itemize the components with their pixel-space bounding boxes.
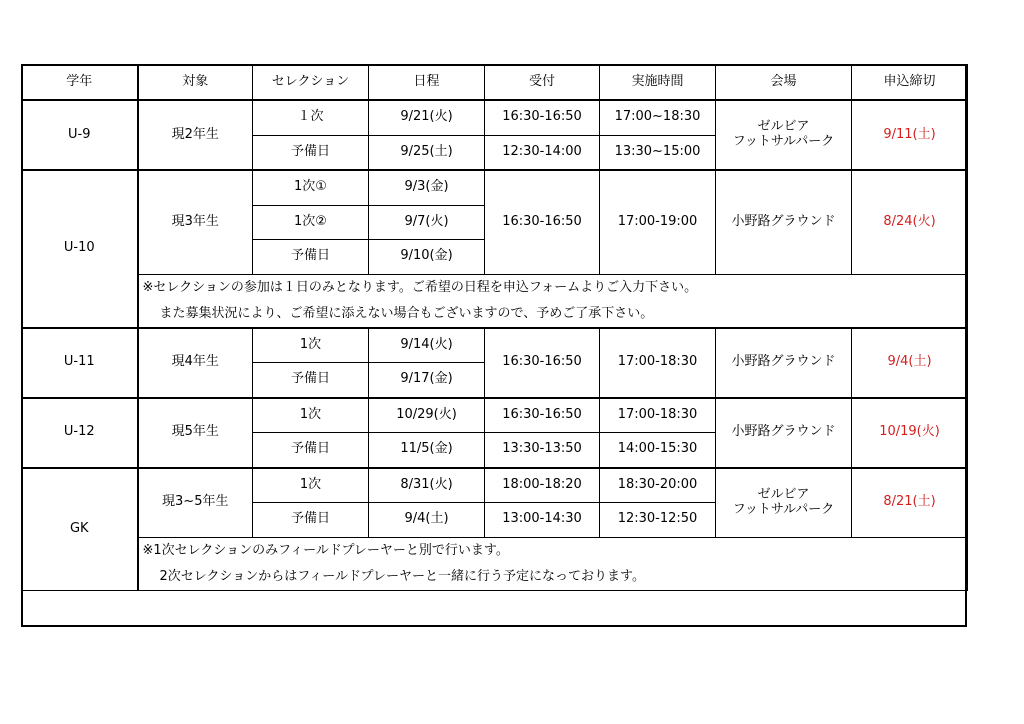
reception-cell: 12:30-14:00: [485, 135, 600, 170]
selection-cell: １次: [253, 100, 369, 135]
table-row: [22, 170, 968, 205]
note-line: また募集状況により、ご希望に添えない場合もございますので、予めご了承下さい。: [159, 305, 654, 321]
table-row: [22, 100, 968, 135]
note-cell: [138, 537, 968, 590]
selection-cell: 1次: [253, 398, 369, 433]
target-cell: 現3年生: [138, 170, 253, 274]
table-row: [22, 398, 968, 433]
selection-cell: 予備日: [253, 433, 369, 468]
selection-cell: 1次①: [253, 170, 369, 205]
table-row: [22, 328, 968, 363]
header-deadline: 申込締切: [852, 65, 968, 101]
header-grade: 学年: [22, 65, 138, 101]
target-cell: 現3~5年生: [138, 468, 253, 538]
reception-cell: 16:30-16:50: [485, 398, 600, 433]
selection-cell: 予備日: [253, 240, 369, 275]
grade-cell: U-10: [22, 170, 138, 328]
header-time: 実施時間: [600, 65, 716, 101]
selection-cell: 予備日: [253, 503, 369, 538]
venue-cell: [716, 100, 852, 170]
reception-cell: 18:00-18:20: [485, 468, 600, 503]
selection-cell: 1次: [253, 468, 369, 503]
date-cell: 9/14(火): [369, 328, 485, 363]
note-cell: [138, 274, 968, 328]
target-cell: 現4年生: [138, 328, 253, 398]
reception-cell: 16:30-16:50: [485, 328, 600, 398]
selection-cell: 予備日: [253, 135, 369, 170]
venue-line: ゼルビア: [757, 486, 810, 502]
grade-cell: U-12: [22, 398, 138, 468]
time-cell: 17:00-19:00: [600, 170, 716, 274]
deadline-cell: 10/19(火): [852, 398, 968, 468]
header-row: [22, 65, 968, 101]
time-cell: 18:30-20:00: [600, 468, 716, 503]
date-cell: 8/31(火): [369, 468, 485, 503]
reception-cell: 16:30-16:50: [485, 170, 600, 274]
selection-cell: 1次②: [253, 205, 369, 240]
deadline-cell: 8/21(土): [852, 468, 968, 538]
venue-line: フットサルパーク: [732, 501, 835, 517]
time-cell: 12:30-12:50: [600, 503, 716, 538]
target-cell: 現5年生: [138, 398, 253, 468]
date-cell: 9/7(火): [369, 205, 485, 240]
selection-cell: 予備日: [253, 363, 369, 398]
grade-cell: GK: [22, 468, 138, 591]
date-cell: 9/10(金): [369, 240, 485, 275]
reception-cell: 16:30-16:50: [485, 100, 600, 135]
grade-cell: U-11: [22, 328, 138, 398]
header-reception: 受付: [485, 65, 600, 101]
date-cell: 9/4(土): [369, 503, 485, 538]
date-cell: 11/5(金): [369, 433, 485, 468]
deadline-cell: 8/24(火): [852, 170, 968, 274]
venue-line: ゼルビア: [757, 119, 810, 135]
note-line: 2次セレクションからはフィールドプレーヤーと一緒に行う予定になっております。: [159, 568, 646, 584]
venue-cell: 小野路グラウンド: [716, 398, 852, 468]
selection-cell: 1次: [253, 328, 369, 363]
grade-cell: U-9: [22, 100, 138, 170]
reception-cell: 13:00-14:30: [485, 503, 600, 538]
header-venue: 会場: [716, 65, 852, 101]
date-cell: 10/29(火): [369, 398, 485, 433]
venue-line: フットサルパーク: [732, 134, 835, 149]
date-cell: 9/21(火): [369, 100, 485, 135]
time-cell: 17:00~18:30: [600, 100, 716, 135]
venue-cell: 小野路グラウンド: [716, 328, 852, 398]
target-cell: 現2年生: [138, 100, 253, 170]
date-cell: 9/17(金): [369, 363, 485, 398]
deadline-cell: 9/11(土): [852, 100, 968, 170]
time-cell: 13:30~15:00: [600, 135, 716, 170]
header-target: 対象: [138, 65, 253, 101]
time-cell: 14:00-15:30: [600, 433, 716, 468]
deadline-cell: 9/4(土): [852, 328, 968, 398]
venue-cell: 小野路グラウンド: [716, 170, 852, 274]
header-selection: セレクション: [253, 65, 369, 101]
reception-cell: 13:30-13:50: [485, 433, 600, 468]
header-date: 日程: [369, 65, 485, 101]
note-line: ※1次セレクションのみフィールドプレーヤーと別で行います。: [142, 542, 509, 558]
selection-schedule-table: [21, 64, 968, 591]
time-cell: 17:00-18:30: [600, 398, 716, 433]
note-line: ※セレクションの参加は１日のみとなります。ご希望の日程を申込フォームよりご入力下さい。: [142, 279, 698, 295]
date-cell: 9/3(金): [369, 170, 485, 205]
date-cell: 9/25(土): [369, 135, 485, 170]
table-row: [22, 468, 968, 503]
time-cell: 17:00-18:30: [600, 328, 716, 398]
venue-cell: [716, 468, 852, 538]
